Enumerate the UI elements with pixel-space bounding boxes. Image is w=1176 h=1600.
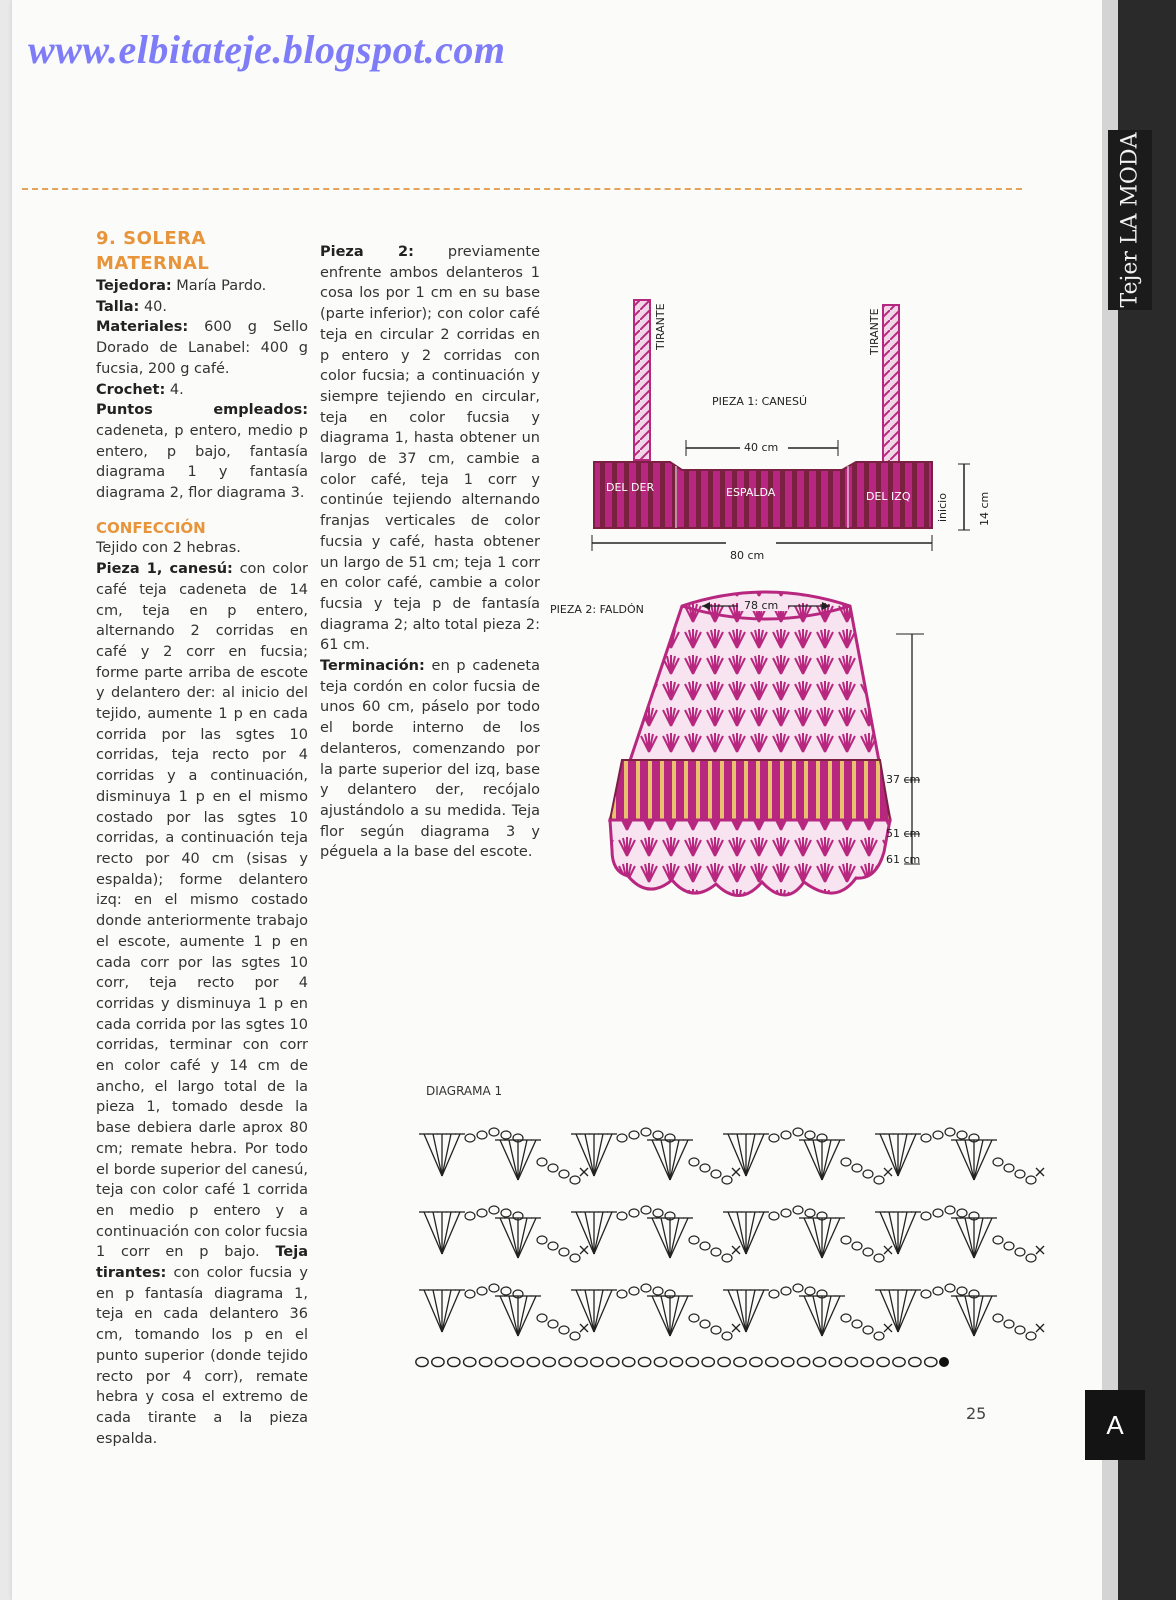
chain-stitch <box>501 1209 511 1217</box>
confeccion-heading: CONFECCIÓN <box>96 518 206 537</box>
fan-stitch <box>647 1296 693 1336</box>
section-tab-bottom: A <box>1085 1390 1145 1460</box>
fan-stitch <box>495 1296 541 1336</box>
fan-stitch <box>647 1140 693 1180</box>
chain-stitch <box>489 1206 499 1214</box>
chain-stitch <box>689 1314 699 1322</box>
section-tab-label: Tejer LA MODA <box>1117 132 1143 308</box>
chain-stitch <box>722 1332 732 1340</box>
chain-stitch <box>793 1206 803 1214</box>
chain-stitch <box>559 1170 569 1178</box>
chain-stitch <box>933 1209 943 1217</box>
chain-stitch <box>957 1131 967 1139</box>
fan-stitch <box>419 1212 465 1254</box>
chain-stitch <box>805 1287 815 1295</box>
chain-stitch <box>769 1290 779 1298</box>
fan-stitch <box>495 1140 541 1180</box>
chain-stitch <box>874 1332 884 1340</box>
tirante-left-label: TIRANTE <box>654 303 667 350</box>
chain-stitch <box>863 1170 873 1178</box>
chain-stitch <box>829 1357 841 1366</box>
chain-stitch <box>909 1357 921 1366</box>
chain-stitch <box>781 1131 791 1139</box>
fan-stitch <box>875 1134 921 1176</box>
chain-stitch <box>629 1131 639 1139</box>
chain-stitch <box>852 1320 862 1328</box>
chain-stitch <box>570 1254 580 1262</box>
chain-stitch <box>543 1357 555 1366</box>
chain-stitch <box>718 1357 730 1366</box>
chain-stitch <box>933 1287 943 1295</box>
tejedora-value: María Pardo. <box>176 278 267 294</box>
chain-stitch <box>638 1357 650 1366</box>
chain-stitch <box>641 1206 651 1214</box>
site-url[interactable]: www.elbitateje.blogspot.com <box>28 27 506 72</box>
pieza2-label: Pieza 2: <box>320 244 414 260</box>
chain-stitch <box>617 1134 627 1142</box>
chain-stitch <box>957 1209 967 1217</box>
chain-stitch <box>653 1287 663 1295</box>
tejedora-label: Tejedora: <box>96 278 172 294</box>
chain-stitch <box>793 1128 803 1136</box>
chain-stitch <box>813 1357 825 1366</box>
chain-stitch <box>689 1236 699 1244</box>
chain-stitch <box>1015 1326 1025 1334</box>
chain-stitch <box>711 1326 721 1334</box>
diagrama1-title: DIAGRAMA 1 <box>426 1084 503 1098</box>
chain-stitch <box>501 1287 511 1295</box>
chain-stitch <box>477 1287 487 1295</box>
dim-61-label: 61 cm <box>886 853 921 866</box>
chain-stitch <box>945 1284 955 1292</box>
article-title-line1: 9. SOLERA <box>96 228 206 249</box>
chain-stitch <box>852 1164 862 1172</box>
puntos-label: Puntos empleados: <box>96 402 308 419</box>
chain-stitch <box>686 1357 698 1366</box>
fan-stitch <box>799 1296 845 1336</box>
fan-stitch <box>951 1140 997 1180</box>
chain-stitch <box>1015 1170 1025 1178</box>
chain-stitch <box>1015 1248 1025 1256</box>
pieza2-title: PIEZA 2: FALDÓN <box>550 603 644 616</box>
chain-stitch <box>957 1287 967 1295</box>
fan-stitch <box>419 1134 465 1176</box>
chain-stitch <box>489 1128 499 1136</box>
chain-stitch <box>921 1290 931 1298</box>
crochet-value: 4. <box>169 381 184 398</box>
chain-stitch <box>805 1131 815 1139</box>
chain-stitch <box>1026 1254 1036 1262</box>
espalda-label: ESPALDA <box>726 486 776 499</box>
chain-stitch <box>537 1314 547 1322</box>
faldon-color-band <box>610 760 890 820</box>
chain-stitch <box>841 1236 851 1244</box>
chain-stitch <box>465 1212 475 1220</box>
chain-stitch <box>805 1209 815 1217</box>
fan-stitch <box>875 1290 921 1332</box>
chain-stitch <box>769 1212 779 1220</box>
fan-stitch <box>571 1134 617 1176</box>
chain-stitch <box>641 1284 651 1292</box>
chain-stitch <box>750 1357 762 1366</box>
pieza2-text: previamente enfrente ambos delanteros 1 cosa los por 1 cm en su base (parte inferior); con color café teja en circular 2 corridas en p entero y 2 corridas con color fucsia; a continuación y siempre tejiendo en circular, teja en color fucsia y diagrama 1, hasta obtener un largo de 37 cm, cambie a color café, teja 1 corr y continúe tejiendo alternando franjas verticales de color fucsia y café, hasta obtener un largo de 51 cm; teja 1 corr en color café, cambie a color fucsia y teja p de fantasía diagrama 2; alto total pieza 2: 61 cm. <box>320 244 540 654</box>
fan-stitch <box>723 1134 769 1176</box>
chain-stitch <box>700 1242 710 1250</box>
page-number: 25 <box>966 1404 987 1423</box>
dim-40-label: 40 cm <box>744 441 779 454</box>
article-title-line2: MATERNAL <box>96 253 210 274</box>
tirante-right-label: TIRANTE <box>868 308 881 355</box>
chain-stitch <box>793 1284 803 1292</box>
pieza1-label: Pieza 1, canesú: <box>96 561 233 578</box>
chain-stitch <box>766 1357 778 1366</box>
chain-stitch <box>734 1357 746 1366</box>
chain-stitch <box>797 1357 809 1366</box>
chain-stitch <box>479 1357 491 1366</box>
talla-label: Talla: <box>96 298 140 315</box>
chain-stitch <box>877 1357 889 1366</box>
fan-stitch <box>799 1140 845 1180</box>
chain-stitch <box>689 1158 699 1166</box>
chain-stitch <box>641 1128 651 1136</box>
chain-stitch <box>629 1287 639 1295</box>
talla-value: 40. <box>143 298 168 315</box>
chain-stitch <box>654 1357 666 1366</box>
chain-stitch <box>945 1206 955 1214</box>
chain-stitch <box>845 1357 857 1366</box>
chain-stitch <box>700 1320 710 1328</box>
chain-stitch <box>416 1357 428 1366</box>
fan-stitch <box>495 1218 541 1258</box>
chain-stitch <box>575 1357 587 1366</box>
fan-stitch <box>951 1296 997 1336</box>
inicio-label: inicio <box>936 493 949 522</box>
tirante-right-strap <box>883 305 899 463</box>
chain-stitch <box>1026 1176 1036 1184</box>
chain-stitch <box>711 1248 721 1256</box>
del-der-label: DEL DER <box>606 481 655 494</box>
chain-stitch <box>700 1164 710 1172</box>
chain-stitch <box>629 1209 639 1217</box>
dim-80-mask <box>726 536 776 550</box>
chain-stitch <box>559 1248 569 1256</box>
chain-stitch <box>617 1212 627 1220</box>
fan-stitch <box>875 1212 921 1254</box>
chain-stitch <box>841 1314 851 1322</box>
chain-stitch <box>537 1236 547 1244</box>
chain-stitch <box>863 1326 873 1334</box>
pieza1-title: PIEZA 1: CANESÚ <box>712 395 808 408</box>
fan-stitch <box>571 1290 617 1332</box>
chain-stitch <box>1026 1332 1036 1340</box>
fan-stitch <box>951 1218 997 1258</box>
chain-stitch <box>477 1209 487 1217</box>
chain-stitch <box>1004 1242 1014 1250</box>
dim-78-label: 78 cm <box>744 599 779 612</box>
chain-stitch <box>617 1290 627 1298</box>
faldon-border <box>610 820 890 896</box>
diagrama1-chart <box>416 1128 1044 1367</box>
chain-stitch <box>464 1357 476 1366</box>
chain-stitch <box>570 1332 580 1340</box>
chain-stitch <box>852 1242 862 1250</box>
chain-stitch <box>925 1357 937 1366</box>
chain-stitch <box>722 1176 732 1184</box>
chain-stitch <box>559 1326 569 1334</box>
chain-stitch <box>874 1176 884 1184</box>
chain-stitch <box>893 1357 905 1366</box>
chain-stitch <box>921 1212 931 1220</box>
chain-stitch <box>432 1357 444 1366</box>
chain-stitch <box>653 1131 663 1139</box>
chain-stitch <box>653 1209 663 1217</box>
tejido-text: Tejido con 2 hebras. <box>96 540 241 557</box>
dim-37-label: 37 cm <box>886 773 921 786</box>
chain-stitch <box>874 1254 884 1262</box>
chain-stitch <box>448 1357 460 1366</box>
chain-stitch <box>465 1290 475 1298</box>
chain-stitch <box>527 1357 539 1366</box>
chain-stitch <box>477 1131 487 1139</box>
fan-stitch <box>571 1212 617 1254</box>
chain-stitch <box>570 1176 580 1184</box>
dim-80-label: 80 cm <box>730 549 765 562</box>
pieza1-text: con color café teja cadeneta de 14 cm, teja en p entero, alternando 2 corridas en café y 2 corr en fucsia; forme parte arriba de escote y delantero der: al inicio del tejido, aumente 1 p en cada corrida por las sgtes 10 corridas, teja recto por 4 corridas y a continuación, disminuya 1 p en el mismo costado por las sgtes 10 corridas, a continuación teja recto por 40 cm (sisas y espalda); forme delantero izq: en el mismo costado donde anteriormente trabajo el escote, aumente 1 p en cada corr por las sgtes 10 corr, teja recto por 4 corridas y disminuya 1 p en cada corrida por las sgtes 10 corridas, terminar con corr en color café y 14 cm de ancho, el largo total de la pieza 1, tomado desde la base debiera darle aprox 80 cm; remate hebra. Por todo el borde superior del canesú, teja con color café 1 corrida en medio p entero y a continuación con color fucsia 1 corr en p bajo. <box>96 561 309 1261</box>
chain-stitch <box>548 1242 558 1250</box>
chain-stitch <box>841 1158 851 1166</box>
chain-stitch <box>623 1357 635 1366</box>
fan-stitch <box>723 1290 769 1332</box>
chain-stitch <box>548 1320 558 1328</box>
chain-stitch <box>782 1357 794 1366</box>
del-izq-label: DEL IZQ <box>866 490 911 503</box>
chain-stitch <box>781 1209 791 1217</box>
chain-stitch <box>537 1158 547 1166</box>
chain-stitch <box>591 1357 603 1366</box>
chain-stitch <box>1004 1164 1014 1172</box>
fan-stitch <box>647 1218 693 1258</box>
chain-stitch <box>670 1357 682 1366</box>
chain-stitch <box>769 1134 779 1142</box>
chain-stitch <box>933 1131 943 1139</box>
chain-stitch <box>495 1357 507 1366</box>
tirante-left-strap <box>634 300 650 460</box>
materiales-value: 600 g Sello Dorado de Lanabel: 400 g fucsia, 200 g café. <box>96 319 309 377</box>
chain-stitch <box>863 1248 873 1256</box>
crochet-label: Crochet: <box>96 381 166 398</box>
terminacion-text: en p cadeneta teja cordón en color fucsia de unos 60 cm, páselo por todo el borde interno de los delanteros, comenzando por la parte superior del izq, base y delantero der, recójalo ajustándolo a su medida. Teja flor según diagrama 3 y péguela a la base del escote. <box>320 658 541 861</box>
puntos-value: cadeneta, p entero, medio p entero, p bajo, fantasía diagrama 1 y fantasía diagrama 2, flor diagrama 3. <box>96 422 308 502</box>
chain-stitch <box>559 1357 571 1366</box>
tirantes-text: con color fucsia y en p fantasía diagrama 1, teja en cada delantero 36 cm, tomando los p en el punto superior (donde tejido recto por 4 corr), remate hebra y cosa el extremo de cada tirante a la pieza espalda. <box>96 1265 309 1447</box>
dim-51-label: 51 cm <box>886 827 921 840</box>
chain-stitch <box>511 1357 523 1366</box>
terminacion-label: Terminación: <box>320 658 425 675</box>
chain-stitch <box>711 1170 721 1178</box>
chain-stitch <box>1004 1320 1014 1328</box>
start-dot <box>939 1357 949 1367</box>
chain-stitch <box>781 1287 791 1295</box>
materiales-label: Materiales: <box>96 319 189 336</box>
chain-stitch <box>993 1236 1003 1244</box>
fan-stitch <box>799 1218 845 1258</box>
chain-stitch <box>501 1131 511 1139</box>
chain-stitch <box>702 1357 714 1366</box>
fan-stitch <box>723 1212 769 1254</box>
tirantes-label: Teja tirantes: <box>96 1244 308 1282</box>
chain-stitch <box>722 1254 732 1262</box>
fan-stitch <box>419 1290 465 1332</box>
chain-stitch <box>861 1357 873 1366</box>
chain-stitch <box>921 1134 931 1142</box>
chain-stitch <box>489 1284 499 1292</box>
chain-stitch <box>607 1357 619 1366</box>
chain-stitch <box>548 1164 558 1172</box>
chain-stitch <box>993 1158 1003 1166</box>
dim-14-label: 14 cm <box>978 491 991 526</box>
chain-stitch <box>993 1314 1003 1322</box>
chain-stitch <box>465 1134 475 1142</box>
chain-stitch <box>945 1128 955 1136</box>
